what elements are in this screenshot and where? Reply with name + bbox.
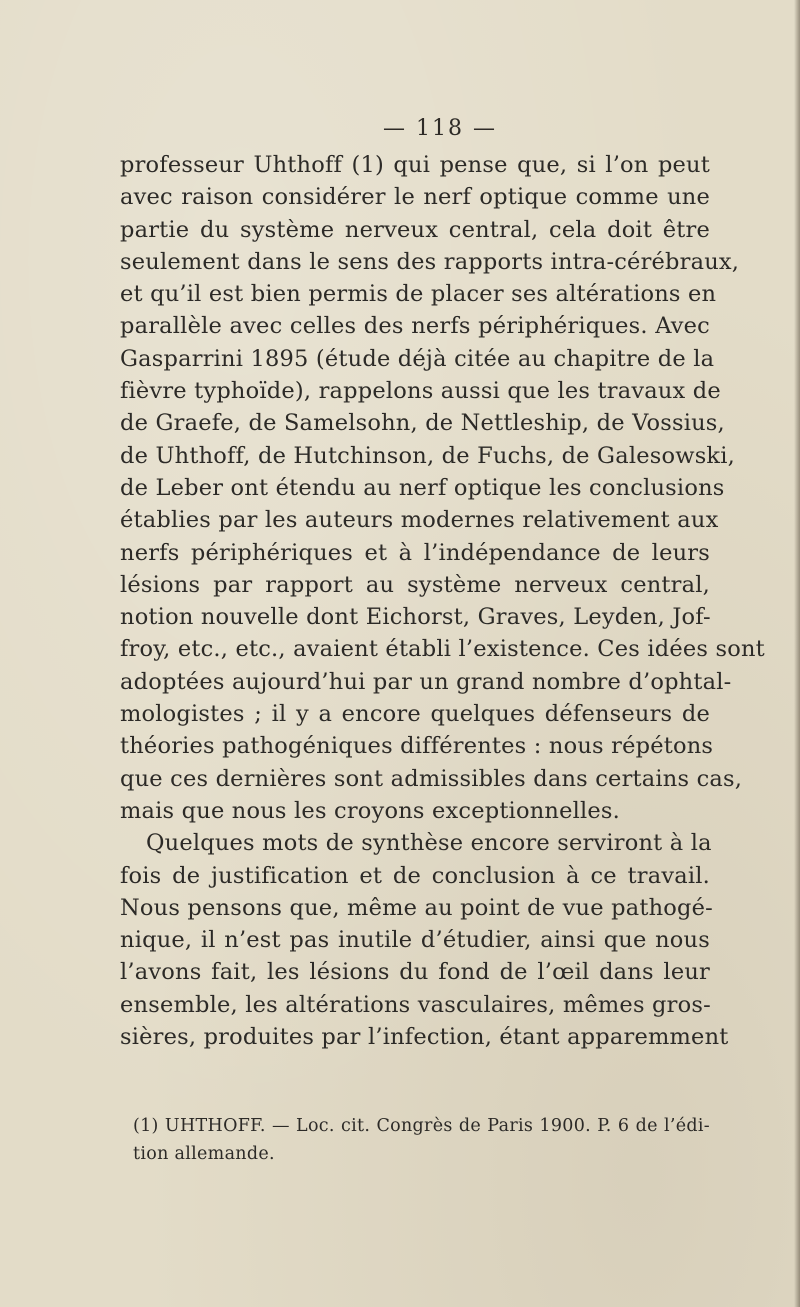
text-line: adoptées aujourd’hui par un grand nombre d’ophtal- xyxy=(120,668,732,695)
text-line: de Leber ont étendu au nerf optique les conclusions xyxy=(120,474,725,501)
text-line: sières, produites par l’infection, étant apparemment xyxy=(120,1024,729,1051)
text-line: fois de justification et de conclusion à ce travail. xyxy=(120,862,710,889)
text-line: Gasparrini 1895 (étude déjà citée au chapitre de la xyxy=(120,345,715,372)
text-line: Nous pensons que, même au point de vue pathogé- xyxy=(120,894,713,921)
page-number: — 118 — xyxy=(383,116,497,141)
text-line: ensemble, les altérations vasculaires, mêmes gros- xyxy=(120,991,711,1018)
text-line: Quelques mots de synthèse encore serviront à la xyxy=(146,830,712,857)
text-line: établies par les auteurs modernes relativement aux xyxy=(120,507,719,534)
text-line: mais que nous les croyons exceptionnelles. xyxy=(120,797,621,824)
text-line: de Graefe, de Samelsohn, de Nettleship, de Vossius, xyxy=(120,410,725,437)
text-line: nerfs périphériques et à l’indépendance de leurs xyxy=(120,539,710,566)
text-line: l’avons fait, les lésions du fond de l’œil dans leur xyxy=(120,959,710,986)
footnote-line: tion allemande. xyxy=(133,1144,275,1164)
text-line: que ces dernières sont admissibles dans certains cas, xyxy=(120,765,743,792)
text-line: partie du système nerveux central, cela doit être xyxy=(120,216,710,243)
text-line: de Uhthoff, de Hutchinson, de Fuchs, de Galesowski, xyxy=(120,442,736,469)
text-line: mologistes ; il y a encore quelques défenseurs de xyxy=(120,701,710,728)
text-line: nique, il n’est pas inutile d’étudier, ainsi que nous xyxy=(120,927,710,954)
body-text xyxy=(120,149,765,1053)
text-line: professeur Uhthoff (1) qui pense que, si l’on peut xyxy=(120,152,710,178)
text-line: notion nouvelle dont Eichorst, Graves, Leyden, Jof- xyxy=(120,604,711,631)
text-line: avec raison considérer le nerf optique comme une xyxy=(120,184,710,211)
text-line: froy, etc., etc., avaient établi l’existence. Ces idées sont xyxy=(120,636,765,663)
text-line: parallèle avec celles des nerfs périphériques. Avec xyxy=(120,313,710,340)
footnote xyxy=(133,1112,710,1168)
text-line: lésions par rapport au système nerveux central, xyxy=(120,571,710,598)
text-line: fièvre typhoïde), rappelons aussi que les travaux de xyxy=(120,378,721,405)
text-line: seulement dans le sens des rapports intra-cérébraux, xyxy=(120,248,740,275)
page-edge-shadow xyxy=(794,0,800,1307)
text-line: et qu’il est bien permis de placer ses altérations en xyxy=(120,281,717,308)
footnote-line: (1) UHTHOFF. — Loc. cit. Congrès de Paris 1900. P. 6 de l’édi- xyxy=(133,1116,710,1136)
text-line: théories pathogéniques différentes : nous répétons xyxy=(120,733,714,760)
